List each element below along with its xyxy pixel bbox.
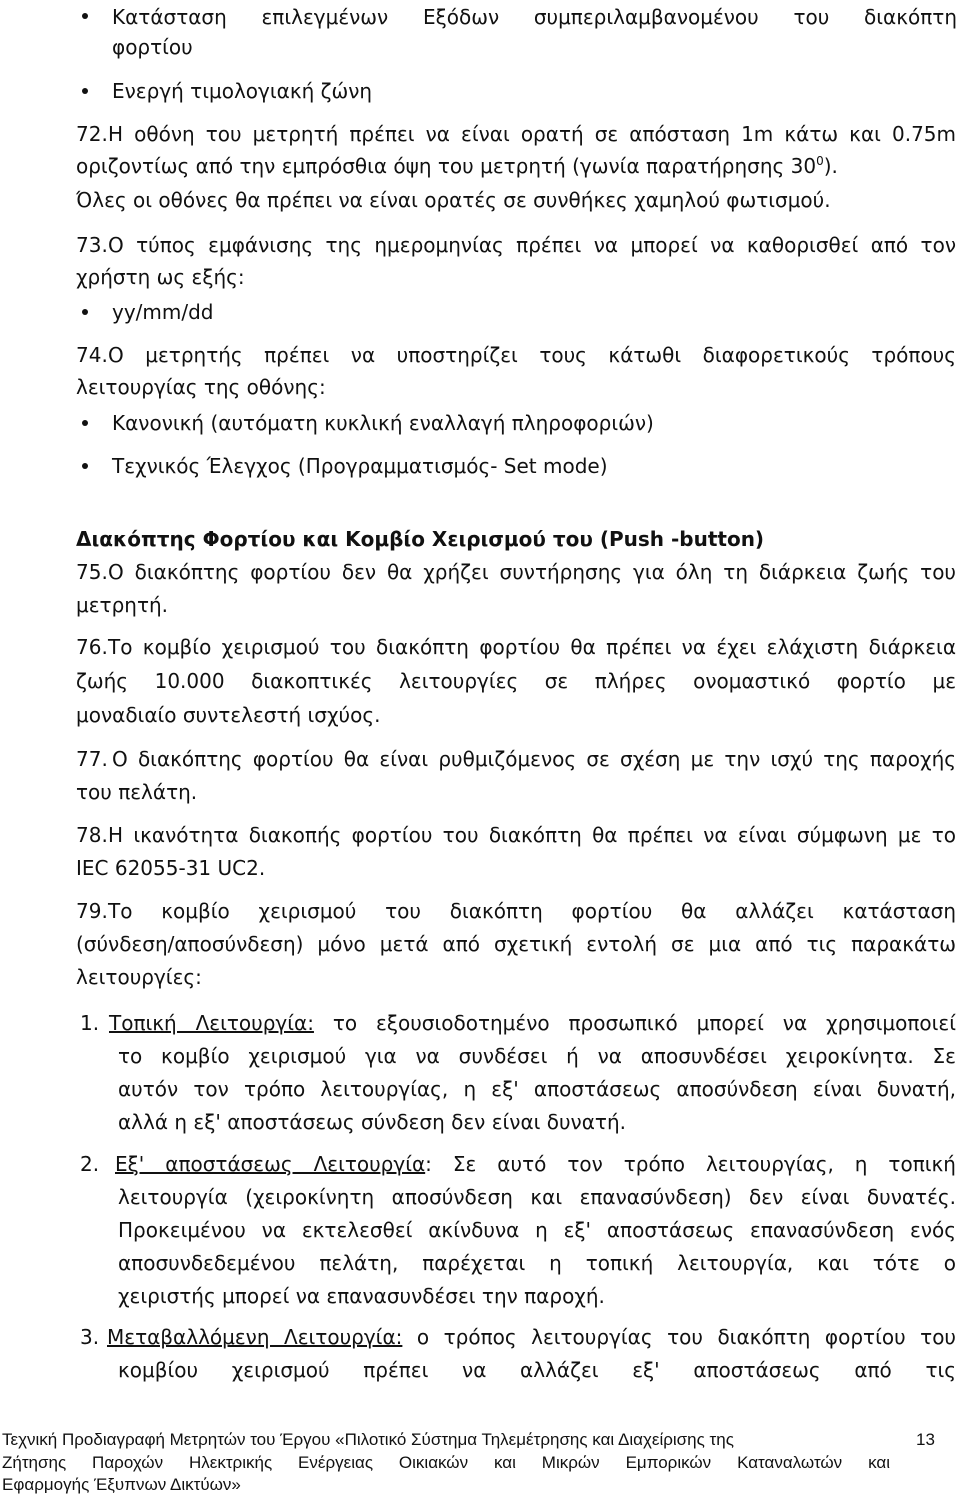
- footer-line-3: Εφαρμογής Έξυπνων Δικτύων»: [2, 1475, 241, 1494]
- item-number: 78.: [76, 823, 108, 847]
- subitem-3-title: Μεταβαλλόμενη Λειτουργία:: [107, 1325, 403, 1349]
- subitem-1-line-1: [109, 1006, 956, 1040]
- subitem-1-line-2: το κομβίο χειρισμού για να συνδέσει ή να αποσυνδέσει χειροκίνητα. Σε: [118, 1044, 956, 1068]
- subitem-1-line-4: αλλά η εξ' αποστάσεως σύνδεση δεν είναι δυνατή.: [118, 1110, 626, 1134]
- footer-line-2: Ζήτησης Παροχών Ηλεκτρικής Ενέργειας Οικιακών και Μικρών Εμπορικών Καταναλωτών και: [2, 1453, 890, 1472]
- bullet-dot: [82, 13, 88, 19]
- subitem-number: 1.: [80, 1011, 100, 1035]
- item-79-line-1: Το κομβίο χειρισμού του διακόπτη φορτίου θα αλλάζει κατάσταση: [108, 899, 956, 923]
- bullet-item: Ενεργή τιμολογιακή ζώνη: [112, 79, 373, 103]
- subitem-1-text: το εξουσιοδοτημένο προσωπικό μπορεί να χρησιμοποιεί: [313, 1011, 956, 1035]
- bullet-dot: [82, 88, 88, 94]
- subitem-2-line-3: Προκειμένου να εκτελεσθεί ακίνδυνα η εξ' αποστάσεως επανασύνδεση ενός: [118, 1218, 956, 1242]
- item-75-line-2: μετρητή.: [76, 593, 169, 617]
- bullet-item: yy/mm/dd: [112, 300, 214, 324]
- bullet-dot: [82, 420, 88, 426]
- subitem-1-line-3: αυτόν τον τρόπο λειτουργίας, η εξ' αποστάσεως αποσύνδεση είναι δυνατή,: [118, 1077, 956, 1101]
- item-77-line-1: Ο διακόπτης φορτίου θα είναι ρυθμιζόμενος σε σχέση με την ισχύ της παροχής: [112, 747, 956, 771]
- item-74-line-1: Ο μετρητής πρέπει να υποστηρίζει τους κάτωθι διαφορετικούς τρόπους: [108, 343, 956, 367]
- item-78-line-1: Η ικανότητα διακοπής φορτίου του διακόπτη θα πρέπει να είναι σύμφωνη με το: [108, 823, 956, 847]
- subitem-2-text: : Σε αυτό τον τρόπο λειτουργίας, η τοπική: [425, 1152, 956, 1176]
- item-number: 73.: [76, 233, 108, 257]
- item-number: 79.: [76, 899, 108, 923]
- item-76-line-2: ζωής 10.000 διακοπτικές λειτουργίες σε πλήρες ονομαστικό φορτίο με: [76, 669, 956, 693]
- item-75-line-1: Ο διακόπτης φορτίου δεν θα χρήζει συντήρησης για όλη τη διάρκεια ζωής του: [108, 560, 956, 584]
- item-number: 77.: [76, 747, 108, 771]
- subitem-2-line-4: αποσυνδεδεμένου πελάτη, παρέχεται η τοπική λειτουργία, και τότε ο: [118, 1251, 956, 1275]
- subitem-2-line-5: χειριστής μπορεί να επανασυνδέσει την παροχή.: [118, 1284, 605, 1308]
- subitem-number: 2.: [80, 1152, 100, 1176]
- item-76-line-3: μοναδιαίο συντελεστή ισχύος.: [76, 703, 381, 727]
- bullet-dot: [82, 309, 88, 315]
- item-number: 74.: [76, 343, 108, 367]
- bullet-item: Κανονική (αυτόματη κυκλική εναλλαγή πληροφοριών): [112, 411, 654, 435]
- item-73-line-1: Ο τύπος εμφάνισης της ημερομηνίας πρέπει να μπορεί να καθορισθεί από τον: [108, 233, 956, 257]
- section-heading: Διακόπτης Φορτίου και Κομβίο Χειρισμού του (Push -button): [76, 527, 765, 551]
- bullet-item: Κατάσταση επιλεγμένων Εξόδων συμπεριλαμβανομένου του διακόπτη: [112, 5, 957, 29]
- item-72-line-2-text: οριζοντίως από την εμπρόσθια όψη του μετρητή (γωνία παρατήρησης 30: [76, 154, 817, 178]
- item-72-line-2: [76, 149, 838, 183]
- item-72-line-1: Η οθόνη του μετρητή πρέπει να είναι ορατή σε απόσταση 1m κάτω και 0.75m: [108, 122, 956, 146]
- subitem-3-line-1: [107, 1320, 956, 1354]
- item-74-line-2: λειτουργίας της οθόνης:: [76, 375, 326, 399]
- bullet-dot: [82, 463, 88, 469]
- bullet-item: Τεχνικός Έλεγχος (Προγραμματισμός- Set mode): [112, 454, 608, 478]
- item-79-line-2: (σύνδεση/αποσύνδεση) μόνο μετά από σχετική εντολή σε μια από τις παρακάτω: [76, 932, 956, 956]
- item-79-line-3: λειτουργίες:: [76, 965, 202, 989]
- subitem-2-line-1: [115, 1147, 956, 1181]
- item-73-line-2: χρήστη ως εξής:: [76, 265, 245, 289]
- subitem-3-line-2: κομβίου χειρισμού πρέπει να αλλάζει εξ' αποστάσεως από τις: [118, 1358, 956, 1382]
- item-77-line-2: του πελάτη.: [76, 780, 198, 804]
- item-number: 72.: [76, 122, 108, 146]
- subitem-2-line-2: λειτουργία (χειροκίνητη αποσύνδεση και επανασύνδεση) δεν είναι δυνατές.: [118, 1185, 956, 1209]
- subitem-number: 3.: [80, 1325, 100, 1349]
- bullet-item-continuation: φορτίου: [112, 35, 193, 59]
- item-72-line-3: Όλες οι οθόνες θα πρέπει να είναι ορατές σε συνθήκες χαμηλού φωτισμού.: [76, 188, 831, 212]
- degree-superscript: 0: [816, 154, 824, 168]
- footer-line-1: Τεχνική Προδιαγραφή Μετρητών του Έργου «Πιλοτικό Σύστημα Τηλεμέτρησης και Διαχείρισης της: [2, 1430, 734, 1449]
- item-72-line-2-end: ).: [823, 154, 838, 178]
- item-number: 76.: [76, 635, 108, 659]
- page-number: 13: [916, 1430, 935, 1449]
- subitem-3-text: ο τρόπος λειτουργίας του διακόπτη φορτίου του: [402, 1325, 957, 1349]
- item-78-line-2: IEC 62055-31 UC2.: [76, 856, 266, 880]
- subitem-1-title: Τοπική Λειτουργία:: [109, 1011, 314, 1035]
- item-76-line-1: Το κομβίο χειρισμού του διακόπτη φορτίου θα πρέπει να έχει ελάχιστη διάρκεια: [108, 635, 956, 659]
- item-number: 75.: [76, 560, 108, 584]
- subitem-2-title: Εξ' αποστάσεως Λειτουργία: [115, 1152, 426, 1176]
